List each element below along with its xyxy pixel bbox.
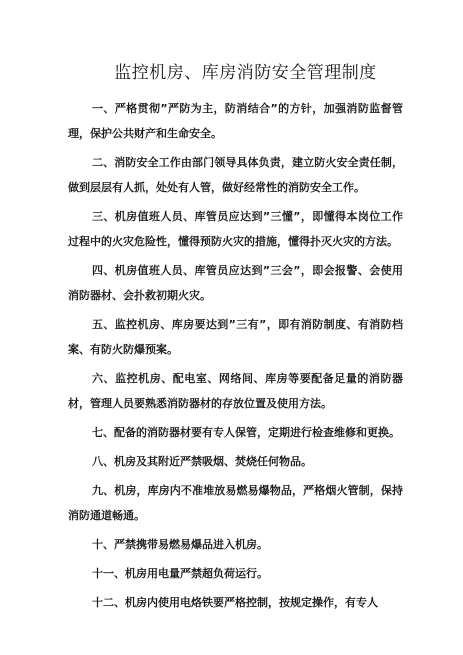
clause-4: 四、机房值班人员、库管员应达到”三会”，即会报警、会使用消防器材、会扑救初期火灾。 bbox=[68, 264, 403, 302]
clause-5: 五、监控机房、库房要达到”三有”，即有消防制度、有消防档案、有防火防爆预案。 bbox=[68, 318, 403, 356]
clause-2: 二、消防安全工作由部门领导具体负责，建立防火安全责任制，做到层层有人抓，处处有人管，做好经常性的消防安全工作。 bbox=[68, 156, 403, 194]
clause-6: 六、监控机房、配电室、网络间、库房等要配备足量的消防器材，管理人员要熟悉消防器材的存放位置及使用方法。 bbox=[68, 372, 403, 410]
clause-9: 九、机房，库房内不准堆放易燃易爆物品，严格烟火管制，保持消防通道畅通。 bbox=[68, 484, 403, 522]
clause-1: 一、严格贯彻”严防为主，防消结合”的方针，加强消防监督管理，保护公共财产和生命安全。 bbox=[68, 102, 403, 140]
document-title: 监控机房、库房消防安全管理制度 bbox=[114, 63, 377, 83]
clause-10: 十、严禁携带易燃易爆品进入机房。 bbox=[92, 538, 268, 551]
clause-8: 八、机房及其附近严禁吸烟、焚烧任何物品。 bbox=[92, 455, 312, 468]
clause-3: 三、机房值班人员、库管员应达到”三懂”，即懂得本岗位工作过程中的火灾危险性，懂得预防火灾的措施，懂得扑灭火灾的方法。 bbox=[68, 210, 403, 248]
clause-11: 十一、机房用电量严禁超负荷运行。 bbox=[92, 567, 268, 580]
clause-list bbox=[68, 96, 403, 615]
clause-12: 十二、机房内使用电烙铁要严格控制，按规定操作，有专人 bbox=[92, 596, 378, 609]
clause-7: 七、配备的消防器材要有专人保管，定期进行检查维修和更换。 bbox=[92, 426, 400, 439]
